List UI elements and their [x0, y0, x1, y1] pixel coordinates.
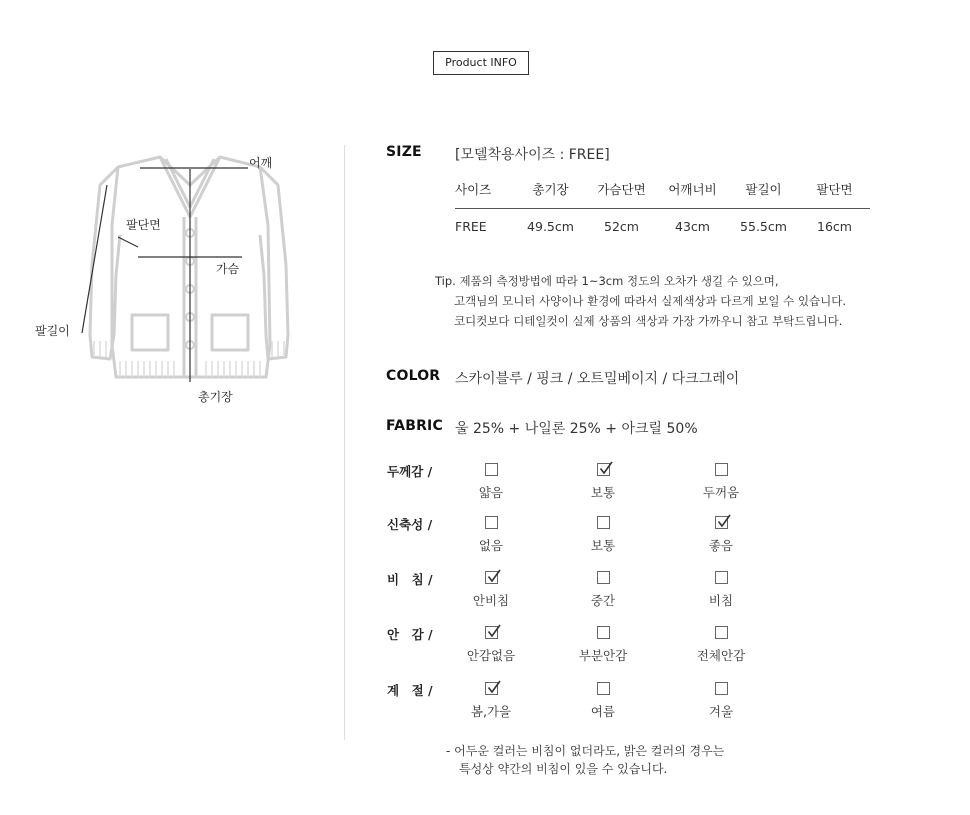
attribute-option: [666, 680, 776, 720]
attribute-option: [666, 569, 776, 609]
size-header-cell: 팔길이: [745, 182, 782, 197]
shoulder-label: 어깨: [249, 156, 273, 170]
fabric-value: 울 25% + 나일론 25% + 아크릴 50%: [455, 421, 698, 437]
size-header-cell: 팔단면: [816, 182, 853, 197]
tip-line: Tip. 제품의 측정방법에 따라 1~3cm 정도의 오차가 생길 수 있으며,: [435, 274, 779, 288]
checked-checkbox-icon[interactable]: [485, 571, 498, 584]
checkbox-icon[interactable]: [715, 571, 728, 584]
model-size: [모델착용사이즈 : FREE]: [455, 147, 610, 163]
checkbox-icon[interactable]: [485, 463, 498, 476]
option-label: 보통: [590, 538, 616, 553]
checkbox-icon[interactable]: [715, 682, 728, 695]
fabric-title: FABRIC: [386, 418, 443, 434]
note-line: - 어두운 컬러는 비침이 없더라도, 밝은 컬러의 경우는: [446, 744, 725, 758]
size-tip: [435, 271, 846, 331]
size-table-row: [455, 209, 870, 235]
tip-line: 코디컷보다 디테일컷이 실제 상품의 색상과 가장 가까우니 참고 부탁드립니다.: [454, 314, 843, 328]
option-label: 안비침: [472, 593, 510, 608]
cardigan-diagram: [20, 145, 320, 415]
attribute-option: [666, 624, 776, 664]
checkbox-icon[interactable]: [597, 516, 610, 529]
attribute-option: [436, 514, 546, 554]
sleeve-length-label: 팔길이: [35, 324, 70, 338]
attribute-option: [548, 514, 658, 554]
attribute-option: [666, 461, 776, 501]
option-label: 겨울: [708, 704, 734, 719]
size-cell: 43cm: [675, 219, 710, 234]
checkbox-icon[interactable]: [715, 626, 728, 639]
size-cell: 49.5cm: [527, 219, 574, 234]
checked-checkbox-icon[interactable]: [485, 682, 498, 695]
attribute-option: [436, 569, 546, 609]
size-header-cell: 어깨너비: [668, 182, 717, 197]
attribute-option: [548, 461, 658, 501]
checkbox-icon[interactable]: [597, 682, 610, 695]
attribute-option: [548, 680, 658, 720]
total-length-label: 총기장: [198, 390, 233, 404]
color-value: 스카이블루 / 핑크 / 오트밀베이지 / 다크그레이: [455, 371, 740, 387]
attribute-label: 계 절 /: [387, 683, 433, 698]
cardigan-measurement-diagram-icon: [20, 145, 320, 415]
attribute-option: [548, 569, 658, 609]
note-line: 특성상 약간의 비침이 있을 수 있습니다.: [459, 762, 668, 776]
size-header-cell: 총기장: [532, 182, 569, 197]
attribute-option: [436, 461, 546, 501]
size-table-header: [455, 180, 870, 209]
attribute-option: [436, 680, 546, 720]
attribute-label: 두께감 /: [387, 464, 433, 479]
size-cell: 52cm: [604, 219, 639, 234]
checked-checkbox-icon[interactable]: [715, 516, 728, 529]
attribute-option: [548, 624, 658, 664]
option-label: 중간: [590, 593, 616, 608]
checkbox-icon[interactable]: [597, 571, 610, 584]
size-cell: FREE: [455, 219, 487, 234]
checkbox-icon[interactable]: [715, 463, 728, 476]
option-label: 보통: [590, 485, 616, 500]
attribute-label: 신축성 /: [387, 517, 433, 532]
option-label: 얇음: [478, 485, 504, 500]
size-header-cell: 사이즈: [455, 182, 492, 197]
attribute-label: 비 침 /: [387, 572, 433, 587]
attribute-label: 안 감 /: [387, 627, 433, 642]
option-label: 없음: [478, 538, 504, 553]
size-table: [455, 180, 870, 235]
attribute-option: [666, 514, 776, 554]
size-header-cell: 가슴단면: [597, 182, 646, 197]
product-info-badge: Product INFO: [433, 51, 529, 75]
checked-checkbox-icon[interactable]: [485, 626, 498, 639]
tip-line: 고객님의 모니터 사양이나 환경에 따라서 실제색상과 다르게 보일 수 있습니다.: [454, 294, 847, 308]
checkbox-icon[interactable]: [597, 626, 610, 639]
option-label: 봄,가을: [470, 704, 512, 719]
option-label: 비침: [708, 593, 734, 608]
checkbox-icon[interactable]: [485, 516, 498, 529]
option-label: 여름: [590, 704, 616, 719]
option-label: 좋음: [708, 538, 734, 553]
chest-label: 가슴: [216, 262, 240, 276]
checked-checkbox-icon[interactable]: [597, 463, 610, 476]
sleeve-width-label: 팔단면: [126, 218, 161, 232]
color-title: COLOR: [386, 368, 441, 384]
option-label: 부분안감: [578, 648, 628, 663]
attribute-option: [436, 624, 546, 664]
size-cell: 55.5cm: [740, 219, 787, 234]
option-label: 전체안감: [696, 648, 746, 663]
option-label: 안감없음: [466, 648, 516, 663]
option-label: 두꺼움: [702, 485, 740, 500]
size-cell: 16cm: [817, 219, 852, 234]
note: [446, 742, 724, 778]
size-title: SIZE: [386, 144, 422, 160]
column-divider: [344, 145, 345, 740]
